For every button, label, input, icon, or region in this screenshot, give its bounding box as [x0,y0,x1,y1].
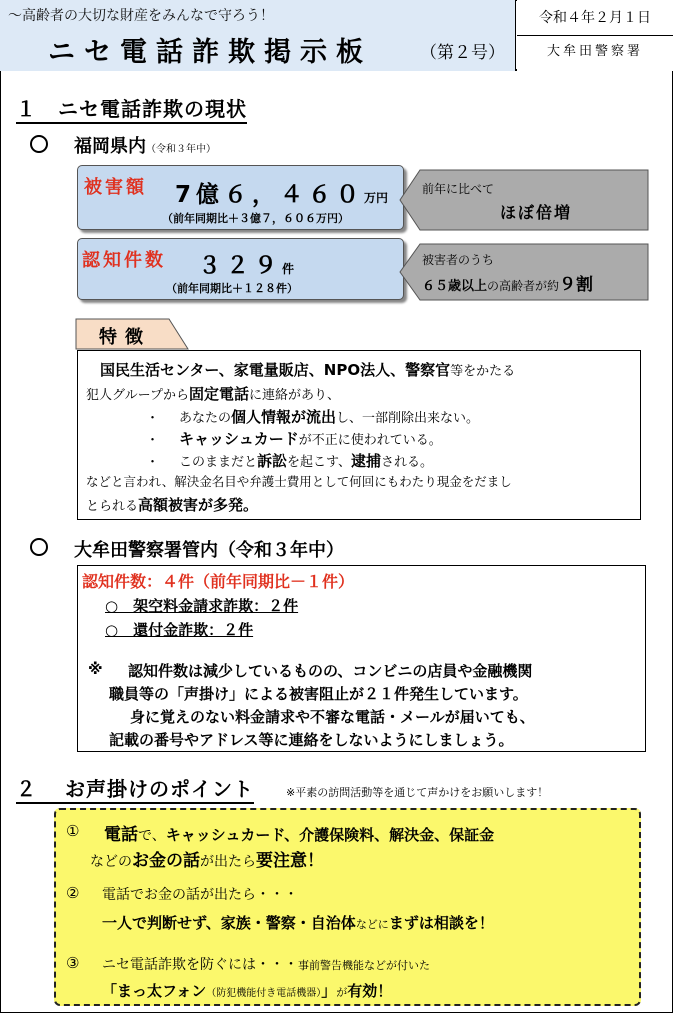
damage-label: 被害額 [84,177,147,198]
section1-title: １ ニセ電話詐欺の現状 [16,93,247,122]
omuta-note3: 身に覚えのない料金請求や不審な電話・メールが届いても、 [130,708,535,726]
damage-compare-arrow [398,168,650,232]
issue-date: 令和４年２月１日 [539,10,651,26]
point3-line2: 「まっ太フォン（防犯機能付き電話機器）」が有効！ [102,982,393,1000]
features-bullet1: ・ あなたの個人情報が流出し、一部削除出来ない。 [146,408,480,426]
omuta-cases: 認知件数：４件（前年同期比－１件） [82,572,355,591]
omuta-note2: 職員等の「声掛け」による被害阻止が２１件発生しています。 [109,685,528,703]
omuta-title: 大牟田警察署管内（令和３年中） [74,540,344,561]
header-title-area [0,0,516,71]
damage-note: （前年同期比＋３億７，６０６万円） [162,212,349,225]
features-bullet2: ・ キャッシュカードが不正に使われている。 [146,430,442,448]
cases-note: （前年同期比＋１２８件） [166,282,298,295]
bullet-circle-icon [30,538,48,556]
cases-compare-arrow [398,242,650,302]
features-tag [75,318,190,350]
header [0,0,673,71]
point2-line2: 一人で判断せず、家族・警察・自治体などにまずは相談を！ [102,914,494,932]
cases-compare-line1: 被害者のうち [422,253,495,267]
point1-line2: などのお金の話が出たら要注意！ [90,851,324,871]
section2-note: ※平素の訪問活動等を通じて声かけをお願いします！ [286,786,549,799]
features-line1: 国民生活センター、家電量販店、NPO法人、警察官等をかたる [100,361,516,379]
omuta-item2: ○ 還付金詐欺：２件 [105,621,254,639]
features-box [77,350,641,520]
point1-num: ① [66,822,80,840]
header-subtitle: ～高齢者の大切な財産をみんなで守ろう！ [8,8,274,24]
omuta-note4: 記載の番号やアドレス等に連絡をしないようにしましょう。 [109,731,514,749]
omuta-item1: ○ 架空料金請求詐欺：２件 [105,597,299,615]
cases-label: 認知件数 [82,250,166,271]
damage-box [77,165,404,230]
police-station: 大牟田警察署 [546,44,643,59]
point3-line1: ニセ電話詐欺を防ぐには・・・事前警告機能などが付いた [102,957,430,973]
cases-value: ３２９件 [198,253,295,279]
features-line6: などと言われ、解決金名目や弁護士費用として何回にもわたり現金をだまし [86,474,512,489]
features-bullet3: ・ このままだと訴訟を起こす、逮捕される。 [146,452,434,470]
omuta-box [77,565,646,752]
damage-compare-line2: ほぼ倍増 [500,203,573,222]
point1-line1: 電話で、キャッシュカード、介護保険料、解決金、保証金 [104,825,495,845]
fukuoka-title: 福岡県内（令和３年中） [74,136,216,157]
page-title: ニセ電話詐欺掲示板 [48,37,372,68]
point2-line1: 電話でお金の話が出たら・・・ [102,887,298,903]
header-divider [517,35,673,36]
issue-number: （第２号） [420,43,505,63]
point3-num: ③ [66,954,80,972]
bullet-circle-icon [30,135,48,153]
features-tag-label: 特徴 [99,327,151,348]
cases-compare-line2: ６５歳以上の高齢者が約９割 [422,275,594,295]
cases-box [77,238,404,300]
omuta-note-mark: ※ [88,660,103,678]
damage-value: 7億６，４６０万円 [175,182,389,208]
features-line2: 犯人グループから固定電話に連絡があり、 [86,385,340,403]
damage-compare-line1: 前年に比べて [422,182,495,196]
omuta-note1: 認知件数は減少しているものの、コンビニの店員や金融機関 [128,662,533,680]
points-box [54,808,641,1006]
features-line7: とられる高額被害が多発。 [86,496,259,514]
section2-title: ２ お声掛けのポイント [16,773,254,802]
point2-num: ② [66,884,80,902]
